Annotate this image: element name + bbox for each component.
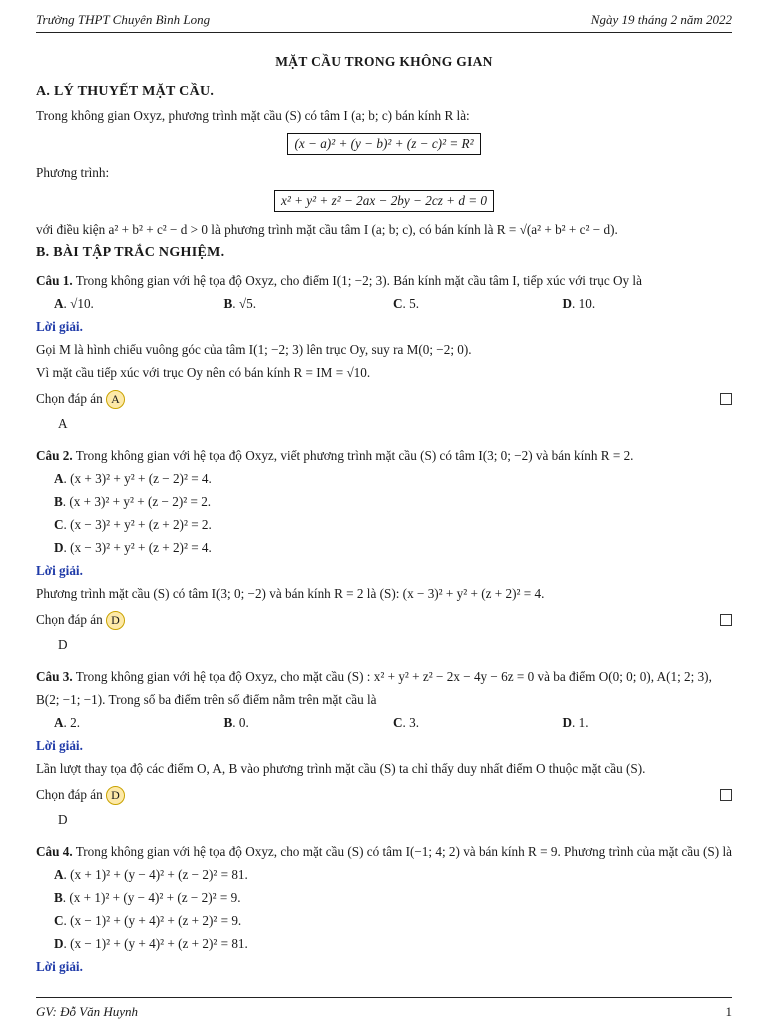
equation-label: Phương trình: <box>36 165 110 180</box>
option-a[interactable]: A. 2. <box>54 715 81 730</box>
answer-choice: Chọn đáp án D <box>36 607 732 633</box>
school-name: Trường THPT Chuyên Bình Long <box>36 12 211 27</box>
answer-text: A <box>58 416 68 431</box>
option-b[interactable]: B. 0. <box>223 715 249 730</box>
question-3 <box>36 665 732 711</box>
checkbox[interactable] <box>720 614 732 626</box>
answer-text: D <box>58 812 68 827</box>
option-a[interactable]: A. (x + 3)² + y² + (z − 2)² = 4. <box>54 471 212 486</box>
question-label: Câu 2. <box>36 448 73 463</box>
option-a[interactable]: A. √10. <box>54 296 94 311</box>
options-row <box>36 711 732 734</box>
option-b[interactable]: B. (x + 3)² + y² + (z − 2)² = 2. <box>54 494 212 509</box>
checkbox[interactable] <box>720 393 732 405</box>
formula-standard: (x − a)² + (y − b)² + (z − c)² = R² <box>287 133 480 155</box>
solution-line: Lần lượt thay tọa độ các điểm O, A, B vào phương trình mặt cầu (S) ta chỉ thấy duy nhất điểm O thuộc mặt cầu (S). <box>36 761 646 776</box>
option-d[interactable]: D. 10. <box>562 296 596 311</box>
answer-badge: D <box>106 611 125 630</box>
question-label: Câu 1. <box>36 273 73 288</box>
solution-label: Lời giải. <box>36 319 83 334</box>
option-b[interactable]: B. (x + 1)² + (y − 4)² + (z − 2)² = 9. <box>54 890 241 905</box>
option-c[interactable]: C. (x − 3)² + y² + (z + 2)² = 2. <box>54 517 212 532</box>
options-row <box>36 292 732 315</box>
solution-label: Lời giải. <box>36 563 83 578</box>
answer-badge: D <box>106 786 125 805</box>
question-label: Câu 4. <box>36 844 73 859</box>
question-text: Trong không gian với hệ tọa độ Oxyz, cho mặt cầu (S) có tâm I(−1; 4; 2) và bán kính R = 9. Phương trình của mặt cầu (S) là <box>75 844 732 859</box>
option-d[interactable]: D. (x − 1)² + (y + 4)² + (z + 2)² = 81. <box>54 936 248 951</box>
formula-general: x² + y² + z² − 2ax − 2by − 2cz + d = 0 <box>274 190 494 212</box>
checkbox[interactable] <box>720 789 732 801</box>
document-title: MẶT CẦU TRONG KHÔNG GIAN <box>275 54 493 69</box>
solution-line: Phương trình mặt cầu (S) có tâm I(3; 0; −2) và bán kính R = 2 là (S): (x − 3)² + y² + (z + 2)² = 4. <box>36 586 545 601</box>
condition-text: với điều kiện a² + b² + c² − d > 0 là phương trình mặt cầu tâm I (a; b; c), có bán kính là R = √(a² + b² + c² − d). <box>36 222 618 237</box>
option-b[interactable]: B. √5. <box>223 296 257 311</box>
answer-badge: A <box>106 390 125 409</box>
solution-label: Lời giải. <box>36 738 83 753</box>
section-b-heading: B. BÀI TẬP TRẮC NGHIỆM. <box>36 245 225 260</box>
page-number: 1 <box>725 1004 732 1019</box>
option-c[interactable]: C. (x − 1)² + (y + 4)² + (z + 2)² = 9. <box>54 913 242 928</box>
solution-line: Vì mặt cầu tiếp xúc với trục Oy nên có bán kính R = IM = √10. <box>36 365 371 380</box>
document-body <box>36 40 732 978</box>
option-c[interactable]: C. 3. <box>393 715 420 730</box>
teacher-name: GV: Đỗ Văn Huynh <box>36 1004 139 1019</box>
question-4 <box>36 840 732 863</box>
option-a[interactable]: A. (x + 1)² + (y − 4)² + (z − 2)² = 81. <box>54 867 248 882</box>
answer-text: D <box>58 637 68 652</box>
page-footer <box>36 997 732 1020</box>
question-2 <box>36 444 732 467</box>
question-text: Trong không gian với hệ tọa độ Oxyz, cho điểm I(1; −2; 3). Bán kính mặt cầu tâm I, tiếp xúc với trục Oy là <box>75 273 642 288</box>
answer-choice: Chọn đáp án A <box>36 386 732 412</box>
option-d[interactable]: D. (x − 3)² + y² + (z + 2)² = 4. <box>54 540 212 555</box>
question-1 <box>36 269 732 292</box>
section-a-heading: A. LÝ THUYẾT MẶT CẦU. <box>36 84 215 99</box>
formula2-row <box>36 190 732 212</box>
date: Ngày 19 tháng 2 năm 2022 <box>590 12 732 27</box>
options-grid <box>36 863 732 955</box>
question-label: Câu 3. <box>36 669 73 684</box>
page-header <box>36 12 732 33</box>
option-d[interactable]: D. 1. <box>562 715 589 730</box>
solution-label: Lời giải. <box>36 959 83 974</box>
theory-intro: Trong không gian Oxyz, phương trình mặt cầu (S) có tâm I (a; b; c) bán kính R là: <box>36 108 470 123</box>
answer-choice: Chọn đáp án D <box>36 782 732 808</box>
options-grid <box>36 467 732 559</box>
solution-line: Gọi M là hình chiếu vuông góc của tâm I(1; −2; 3) lên trục Oy, suy ra M(0; −2; 0). <box>36 342 472 357</box>
formula1-row <box>36 133 732 155</box>
question-text: Trong không gian với hệ tọa độ Oxyz, viết phương trình mặt cầu (S) có tâm I(3; 0; −2) và bán kính R = 2. <box>75 448 634 463</box>
option-c[interactable]: C. 5. <box>393 296 420 311</box>
question-text: Trong không gian với hệ tọa độ Oxyz, cho mặt cầu (S) : x² + y² + z² − 2x − 4y − 6z = 0 và ba điểm O(0; 0; 0), A(1; 2; 3), B(2; −1; −1). Trong số ba điểm trên số điểm nằm trên mặt cầu là <box>36 669 712 707</box>
